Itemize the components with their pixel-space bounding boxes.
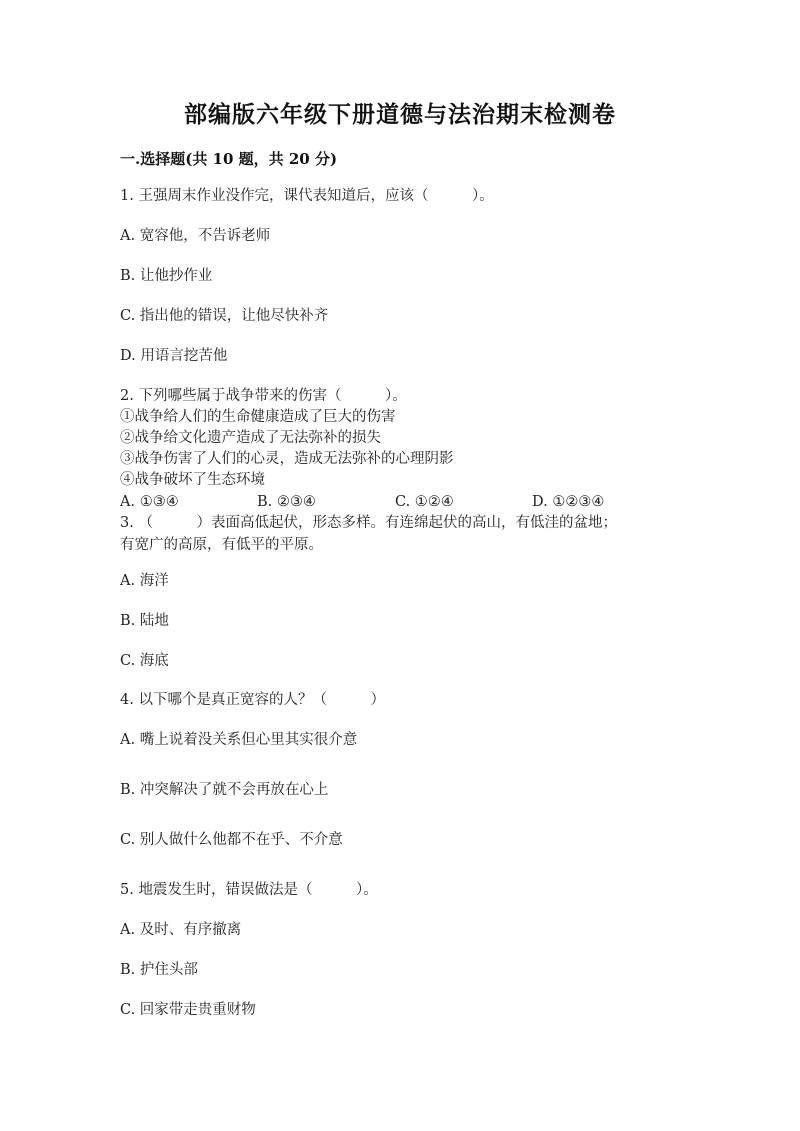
question-3-option-b: B. 陆地 — [120, 613, 169, 629]
question-2-statement-1: ①战争给人们的生命健康造成了巨大的伤害 — [120, 409, 396, 425]
question-5-stem: 5. 地震发生时，错误做法是（ ）。 — [120, 882, 378, 898]
question-2-options-row — [120, 492, 680, 512]
question-2-option-b: B. ②③④ — [257, 494, 316, 510]
question-1-option-d: D. 用语言挖苦他 — [120, 348, 228, 364]
question-5-option-b: B. 护住头部 — [120, 962, 198, 978]
question-3-stem-line-1: 3. （ ）表面高低起伏，形态多样。有连绵起伏的高山，有低洼的盆地； — [120, 515, 617, 531]
question-2-option-d: D. ①②③④ — [532, 494, 605, 510]
question-4-option-a: A. 嘴上说着没关系但心里其实很介意 — [120, 732, 358, 748]
question-4-option-c: C. 别人做什么他都不在乎、不介意 — [120, 832, 343, 848]
question-2-statement-2: ②战争给文化遗产造成了无法弥补的损失 — [120, 430, 381, 446]
question-2-stem: 2. 下列哪些属于战争带来的伤害（ ）。 — [120, 388, 407, 404]
question-2-statement-3: ③战争伤害了人们的心灵，造成无法弥补的心理阴影 — [120, 451, 454, 467]
question-1-option-a: A. 宽容他，不告诉老师 — [120, 228, 271, 244]
question-2-option-c: C. ①②④ — [395, 494, 454, 510]
question-1-stem: 1. 王强周末作业没作完，课代表知道后，应该（ ）。 — [120, 188, 494, 204]
question-1-option-c: C. 指出他的错误，让他尽快补齐 — [120, 308, 329, 324]
question-3-option-a: A. 海洋 — [120, 573, 169, 589]
section-heading: 一.选择题(共 10 题，共 20 分) — [120, 150, 338, 168]
question-3-option-c: C. 海底 — [120, 653, 169, 669]
page-title: 部编版六年级下册道德与法治期末检测卷 — [184, 101, 616, 128]
question-4-stem: 4. 以下哪个是真正宽容的人？（ ） — [120, 692, 385, 708]
question-1-option-b: B. 让他抄作业 — [120, 268, 213, 284]
question-3-stem-line-2: 有宽广的高原，有低平的平原。 — [120, 537, 323, 553]
question-2-statement-4: ④战争破坏了生态环境 — [120, 472, 265, 488]
question-5-option-c: C. 回家带走贵重财物 — [120, 1002, 256, 1018]
question-4-option-b: B. 冲突解决了就不会再放在心上 — [120, 782, 329, 798]
question-5-option-a: A. 及时、有序撤离 — [120, 922, 242, 938]
question-2-option-a: A. ①③④ — [120, 494, 179, 510]
